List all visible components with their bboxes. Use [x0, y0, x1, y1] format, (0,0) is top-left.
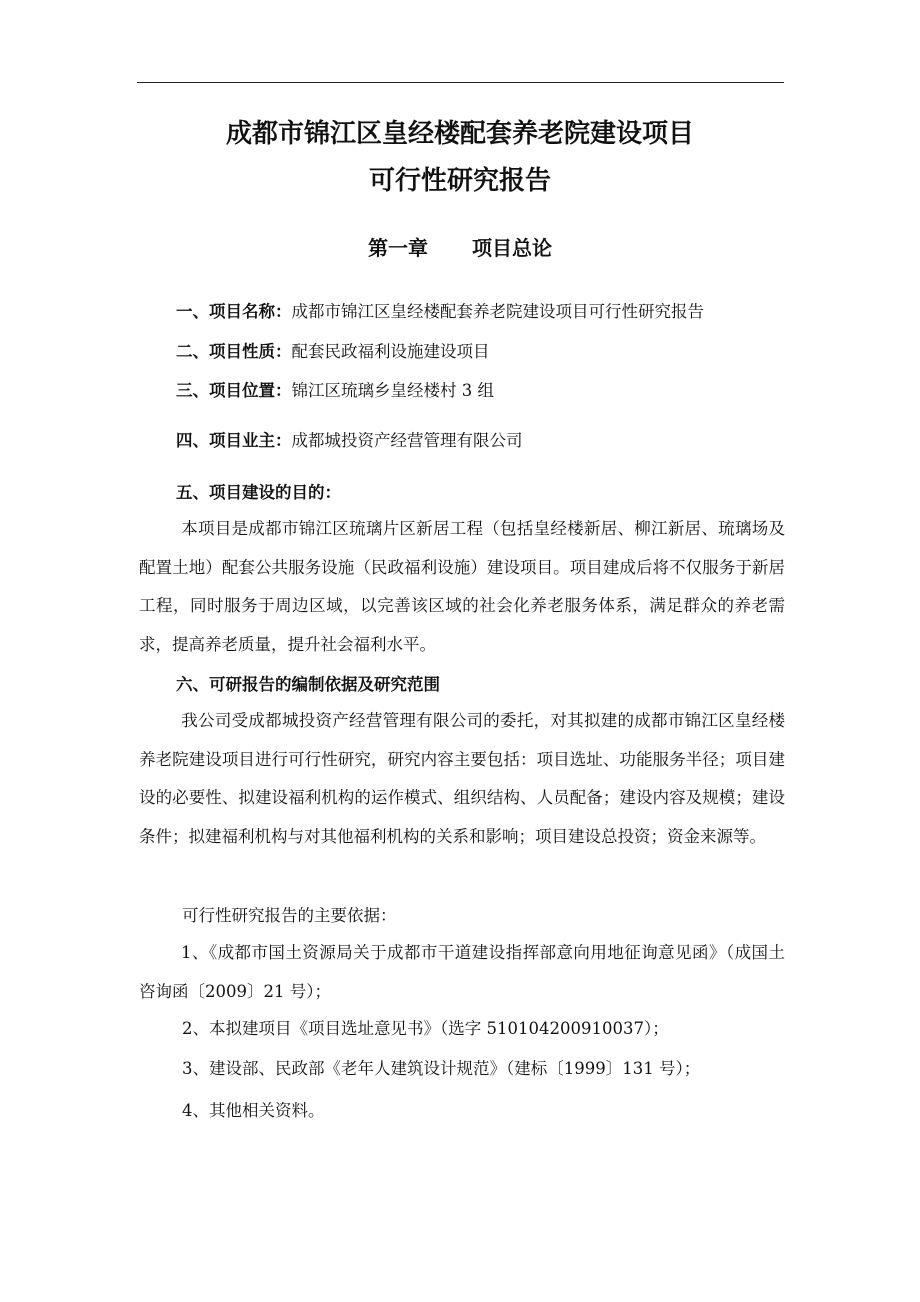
- section5-heading: 五、项目建设的目的：: [176, 483, 341, 502]
- report-title-line1: 成都市锦江区皇经楼配套养老院建设项目: [225, 119, 694, 149]
- item-label: 一、项目名称：: [176, 302, 292, 321]
- chapter-heading: [0, 232, 920, 261]
- item-project-name: [176, 298, 704, 322]
- item-label: 四、项目业主：: [176, 431, 292, 450]
- report-title-line2: 可行性研究报告: [368, 166, 551, 196]
- item-label: 三、项目位置：: [176, 381, 292, 400]
- chapter-title: 项目总论: [472, 236, 552, 260]
- basis-item-1: [139, 934, 785, 1011]
- basis-item-3: 3、建设部、民政部《老年人建筑设计规范》（建标〔1999〕131 号）；: [182, 1059, 701, 1078]
- chapter-number: 第一章: [368, 236, 428, 260]
- item-project-owner: [176, 427, 523, 451]
- section5-text: 本项目是成都市锦江区琉璃片区新居工程（包括皇经楼新居、柳江新居、琉璃场及配置土地）配套公共服务设施（民政福利设施）建设项目。项目建成后将不仅服务于新居工程，同时服务于周边区域，以完善该区域的社会化养老服务体系，满足群众的养老需求，提高养老质量，提升社会福利水平。: [139, 519, 785, 654]
- item-value: 配套民政福利设施建设项目: [291, 342, 490, 361]
- item-project-location: [176, 377, 494, 401]
- item-project-nature: [176, 338, 490, 362]
- section6-body: [139, 702, 785, 856]
- basis-item-text: 1、《成都市国土资源局关于成都市干道建设指挥部意向用地征询意见函》（成国土咨询函〔2009〕21 号）；: [139, 943, 785, 1001]
- basis-item-4: 4、其他相关资料。: [182, 1101, 325, 1120]
- basis-item-2: 2、本拟建项目《项目选址意见书》（选字 510104200910037）；: [182, 1019, 669, 1038]
- section5-body: [139, 510, 785, 664]
- basis-intro: 可行性研究报告的主要依据：: [182, 906, 397, 925]
- item-label: 二、项目性质：: [176, 342, 292, 361]
- section6-heading: 六、可研报告的编制依据及研究范围: [176, 675, 440, 694]
- item-value: 成都市锦江区皇经楼配套养老院建设项目可行性研究报告: [291, 302, 704, 321]
- item-value: 锦江区琉璃乡皇经楼村 3 组: [291, 381, 494, 400]
- section6-text: 我公司受成都城投资产经营管理有限公司的委托，对其拟建的成都市锦江区皇经楼养老院建设项目进行可行性研究，研究内容主要包括：项目选址、功能服务半径；项目建设的必要性、拟建设福利机构的运作模式、组织结构、人员配备；建设内容及规模；建设条件；拟建福利机构与对其他福利机构的关系和影响；项目建设总投资；资金来源等。: [139, 711, 785, 846]
- header-rule: [137, 82, 784, 83]
- item-value: 成都城投资产经营管理有限公司: [291, 431, 523, 450]
